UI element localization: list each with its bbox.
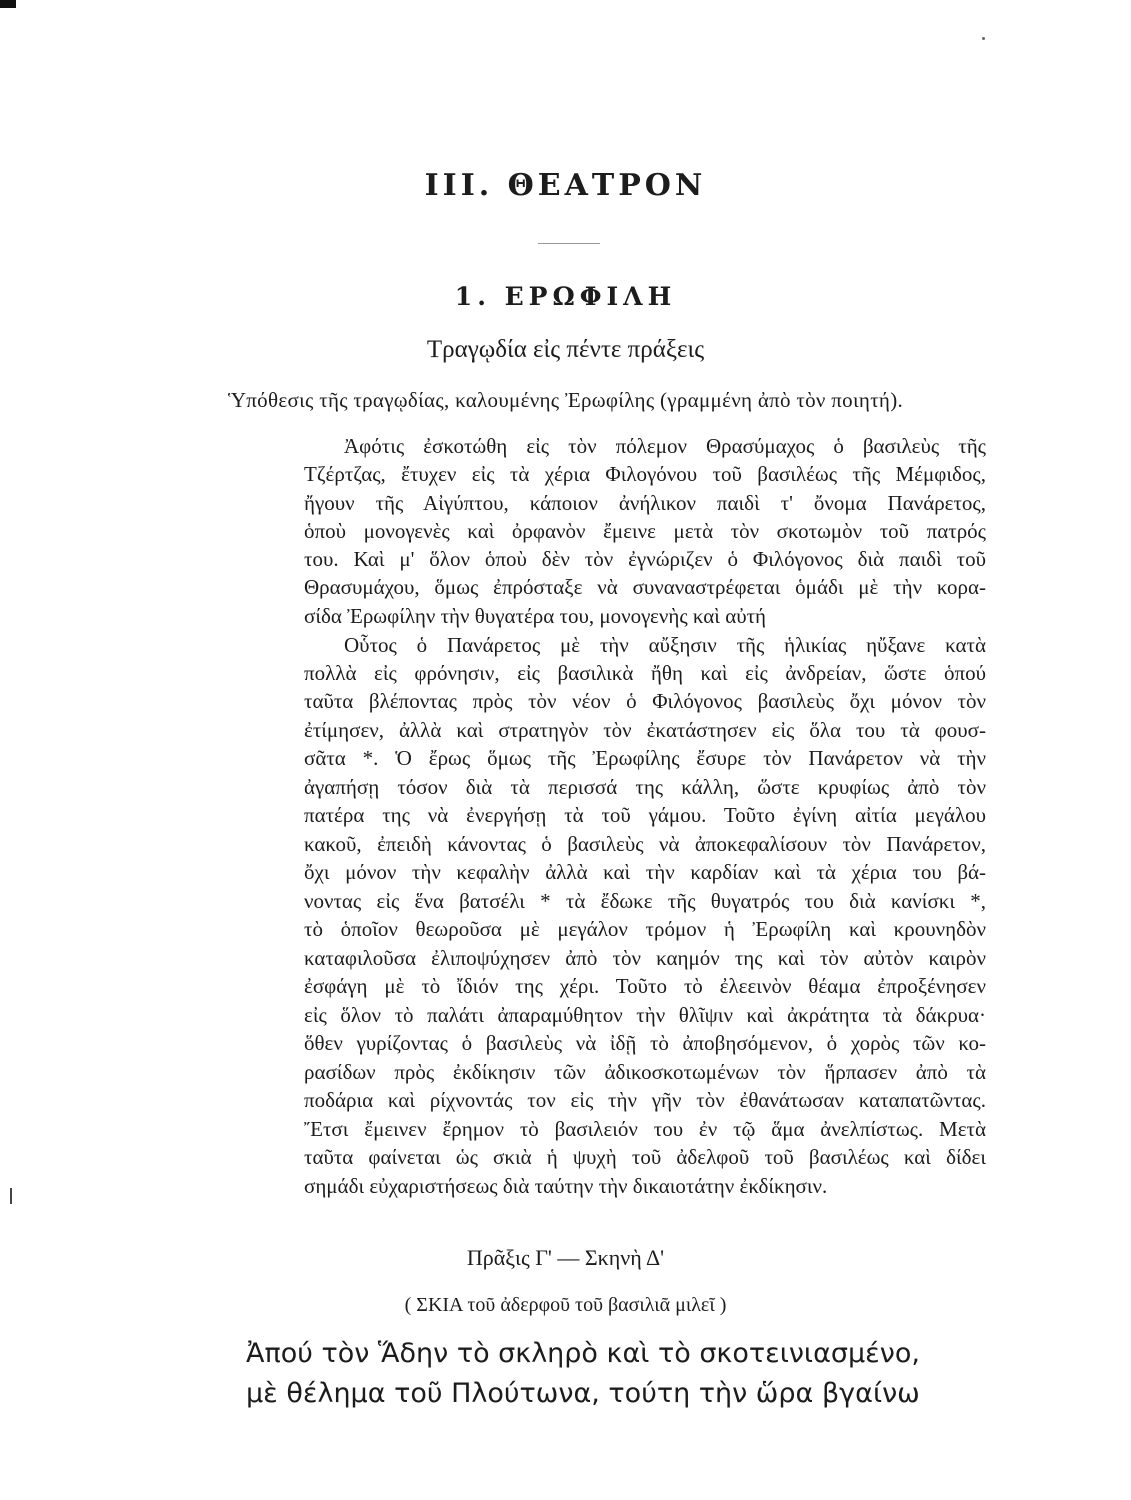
- scan-speck: [982, 37, 985, 40]
- body-line: σίδα Ἐρωφίλην τὴν θυγατέρα του, μονογενὴς καὶ αὐτή: [304, 604, 767, 628]
- body-line: πολλὰ εἰς φρόνησιν, εἰς βασιλικὰ ἤθη καὶ εἰς ἀνδρείαν, ὥστε ὁπού: [304, 661, 986, 685]
- body-line: ταῦτα βλέποντας πρὸς τὸν νέον ὁ Φιλόγονος βασιλεὺς ὄχι μόνον τὸν: [304, 689, 986, 713]
- play-subtitle: Τραγῳδία εἰς πέντε πράξεις: [426, 336, 705, 363]
- body-line: ὅθεν γυρίζοντας ὁ βασιλεὺς νὰ ἰδῇ τὸ ἀποβησόμενον, ὁ χορὸς τῶν κο-: [304, 1031, 986, 1055]
- body-line: εἰς ὅλον τὸ παλάτι ἀπαραμύθητον τὴν θλῖψιν καὶ ἀκράτητα τὰ δάκρυα·: [304, 1003, 986, 1027]
- body-line: ἤγουν τῆς Αἰγύπτου, κάποιον ἀνήλικον παιδὶ τ' ὄνομα Πανάρετος,: [304, 491, 986, 515]
- body-line: πατέρα της νὰ ἐνεργήσῃ τὰ τοῦ γάμου. Τοῦτο ἐγίνη αἰτία μεγάλου: [304, 803, 986, 827]
- title-divider: [538, 243, 600, 244]
- body-line: ἐτίμησεν, ἀλλὰ καὶ στρατηγὸν τὸν ἐκατάστησεν εἰς ὅλα του τὰ φουσ-: [304, 718, 986, 742]
- body-line: σᾶτα *. Ὁ ἔρως ὅμως τῆς Ἐρωφίλης ἔσυρε τὸν Πανάρετον νὰ τὴν: [304, 746, 986, 770]
- play-title: 1. ΕΡΩΦΙΛΗ: [454, 282, 677, 311]
- body-line: σημάδι εὐχαριστήσεως διὰ ταύτην τὴν δικαιοτάτην ἐκδίκησιν.: [304, 1174, 828, 1198]
- body-line: Τζέρτζας, ἔτυχεν εἰς τὰ χέρια Φιλογόνου τοῦ βασιλέως τῆς Μέμφιδος,: [304, 462, 986, 486]
- body-line: νοντας εἰς ἕνα βατσέλι * τὰ ἔδωκε τῆς θυγατρός του διὰ κανίσκι *,: [304, 889, 986, 913]
- body-line: ἐσφάγη μὲ τὸ ἴδιόν της χέρι. Τοῦτο τὸ ἐλεεινὸν θέαμα ἐπροξένησεν: [304, 974, 986, 998]
- body-line: ὁποὺ μονογενὲς καὶ ὀρφανὸν ἔμεινε μετὰ τὸν σκοτωμὸν τοῦ πατρός: [304, 519, 986, 543]
- body-line: τὸ ὁποῖον θεωροῦσα μὲ μεγάλον τρόμον ἡ Ἐρωφίλη καὶ κρουνηδὸν: [304, 917, 986, 941]
- body-line: ὄχι μόνον τὴν κεφαλὴν ἀλλὰ καὶ τὴν καρδίαν καὶ τὰ χέρια του βά-: [304, 860, 986, 884]
- body-line: ἀγαπήσῃ τόσον διὰ τὰ περισσά της κάλλη, ὥστε κρυφίως ἀπὸ τὸν: [304, 775, 986, 799]
- body-line: κακοῦ, ἐπειδὴ κάνοντας ὁ βασιλεὺς νὰ ἀποκεφαλίσουν τὸν Πανάρετον,: [304, 832, 986, 856]
- body-line: ρασίδων πρὸς ἐκδίκησιν τῶν ἀδικοσκοτωμένων τὸν ἥρπασεν ἀπὸ τὰ: [304, 1060, 986, 1084]
- body-line: ταῦτα φαίνεται ὡς σκιὰ ἡ ψυχὴ τοῦ ἀδελφοῦ τοῦ βασιλέως καὶ δίδει: [304, 1145, 986, 1169]
- body-line: Οὗτος ὁ Πανάρετος μὲ τὴν αὔξησιν τῆς ἡλικίας ηὔξανε κατὰ: [344, 633, 986, 657]
- body-line: του. Καὶ μ' ὅλον ὁποὺ δὲν τὸν ἐγνώριζεν ὁ Φιλόγονος διὰ παιδὶ τοῦ: [304, 547, 986, 571]
- scan-edge-mark: [10, 1188, 12, 1204]
- body-line: Ἔτσι ἔμεινεν ἔρημον τὸ βασιλειόν του ἐν τῷ ἅμα ἀνελπίστως. Μετὰ: [304, 1117, 986, 1141]
- hypothesis-heading: Ὑπόθεσις τῆς τραγῳδίας, καλουμένης Ἐρωφίλης (γραμμένη ἀπὸ τὸν ποιητή).: [227, 388, 904, 412]
- verse-line: Ἀπού τὸν Ἅδην τὸ σκληρὸ καὶ τὸ σκοτεινιασμένο,: [246, 1338, 920, 1369]
- verse-line: μὲ θέλημα τοῦ Πλούτωνα, τούτη τὴν ὥρα βγαίνω: [246, 1378, 920, 1409]
- act-scene-heading: Πρᾶξις Γ' — Σκηνὴ Δ': [466, 1245, 665, 1270]
- body-line: καταφιλοῦσα ἐλιποψύχησεν ἀπὸ τὸν καημόν της καὶ τὸν αὐτὸν καιρὸν: [304, 946, 986, 970]
- section-title: III. ΘΕΑΤΡΟΝ: [424, 168, 707, 203]
- body-line: Ἀφότις ἐσκοτώθη εἰς τὸν πόλεμον Θρασύμαχος ὁ βασιλεὺς τῆς: [344, 434, 986, 458]
- body-line: Θρασυμάχου, ὅμως ἐπρόσταξε νὰ συναναστρέφεται ὁμάδι μὲ τὴν κορα-: [304, 575, 986, 599]
- scan-corner-mark: [0, 0, 16, 8]
- body-line: ποδάρια καὶ ρίχνοντάς τον εἰς τὴν γῆν τὸν ἐθανάτωσαν καταπατῶντας.: [304, 1088, 986, 1112]
- stage-direction: ( ΣΚΙΑ τοῦ ἀδερφοῦ τοῦ βασιλιᾶ μιλεῖ ): [404, 1294, 727, 1316]
